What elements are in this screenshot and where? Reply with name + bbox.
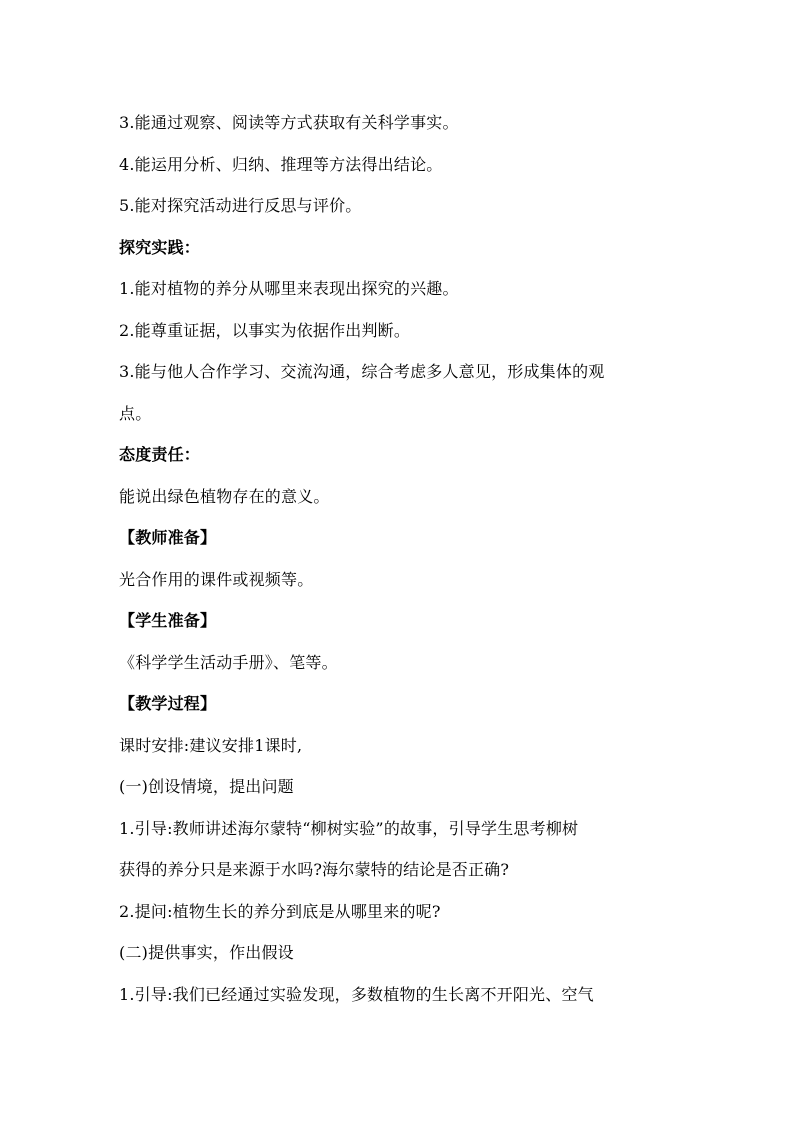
step-one-item-2: 2.提问:植物生长的养分到底是从哪里来的呢? [119, 901, 441, 921]
schedule-line: 课时安排:建议安排1课时, [119, 735, 303, 755]
section-heading-teacher-prep: 【教师准备】 [119, 528, 217, 547]
section-heading-teaching-process: 【教学过程】 [119, 694, 217, 713]
practice-3-line: 3.能与他人合作学习、交流沟通，综合考虑多人意见，形成集体的观 [119, 362, 605, 381]
step-one-item-1: 1.引导:教师讲述海尔蒙特“柳树实验”的故事，引导学生思考柳树 [119, 818, 579, 838]
section-heading-attitude: 态度责任： [119, 445, 201, 464]
practice-3-continuation: 点。 [119, 403, 152, 423]
objective-3-line: 3.能通过观察、阅读等方式获取有关科学事实。 [119, 113, 459, 132]
teacher-prep-line: 光合作用的课件或视频等。 [119, 569, 314, 589]
objective-5-line: 5.能对探究活动进行反思与评价。 [119, 196, 362, 215]
step-one-item-1-continuation: 获得的养分只是来源于水吗?海尔蒙特的结论是否正确? [119, 860, 510, 879]
practice-1-line: 1.能对植物的养分从哪里来表现出探究的兴趣。 [119, 279, 459, 298]
document-page [119, 102, 689, 1015]
attitude-line: 能说出绿色植物存在的意义。 [119, 486, 330, 506]
step-two-heading: (二)提供事实，作出假设 [119, 943, 294, 962]
step-two-item-1: 1.引导:我们已经通过实验发现，多数植物的生长离不开阳光、空气 [119, 984, 594, 1004]
section-heading-inquiry-practice: 探究实践： [119, 237, 201, 257]
section-heading-student-prep: 【学生准备】 [119, 611, 217, 630]
student-prep-line: 《科学学生活动手册》、笔等。 [119, 652, 338, 672]
objective-4-line: 4.能运用分析、归纳、推理等方法得出结论。 [119, 154, 443, 174]
practice-2-line: 2.能尊重证据，以事实为依据作出判断。 [119, 320, 411, 340]
step-one-heading: (一)创设情境，提出问题 [119, 777, 294, 796]
